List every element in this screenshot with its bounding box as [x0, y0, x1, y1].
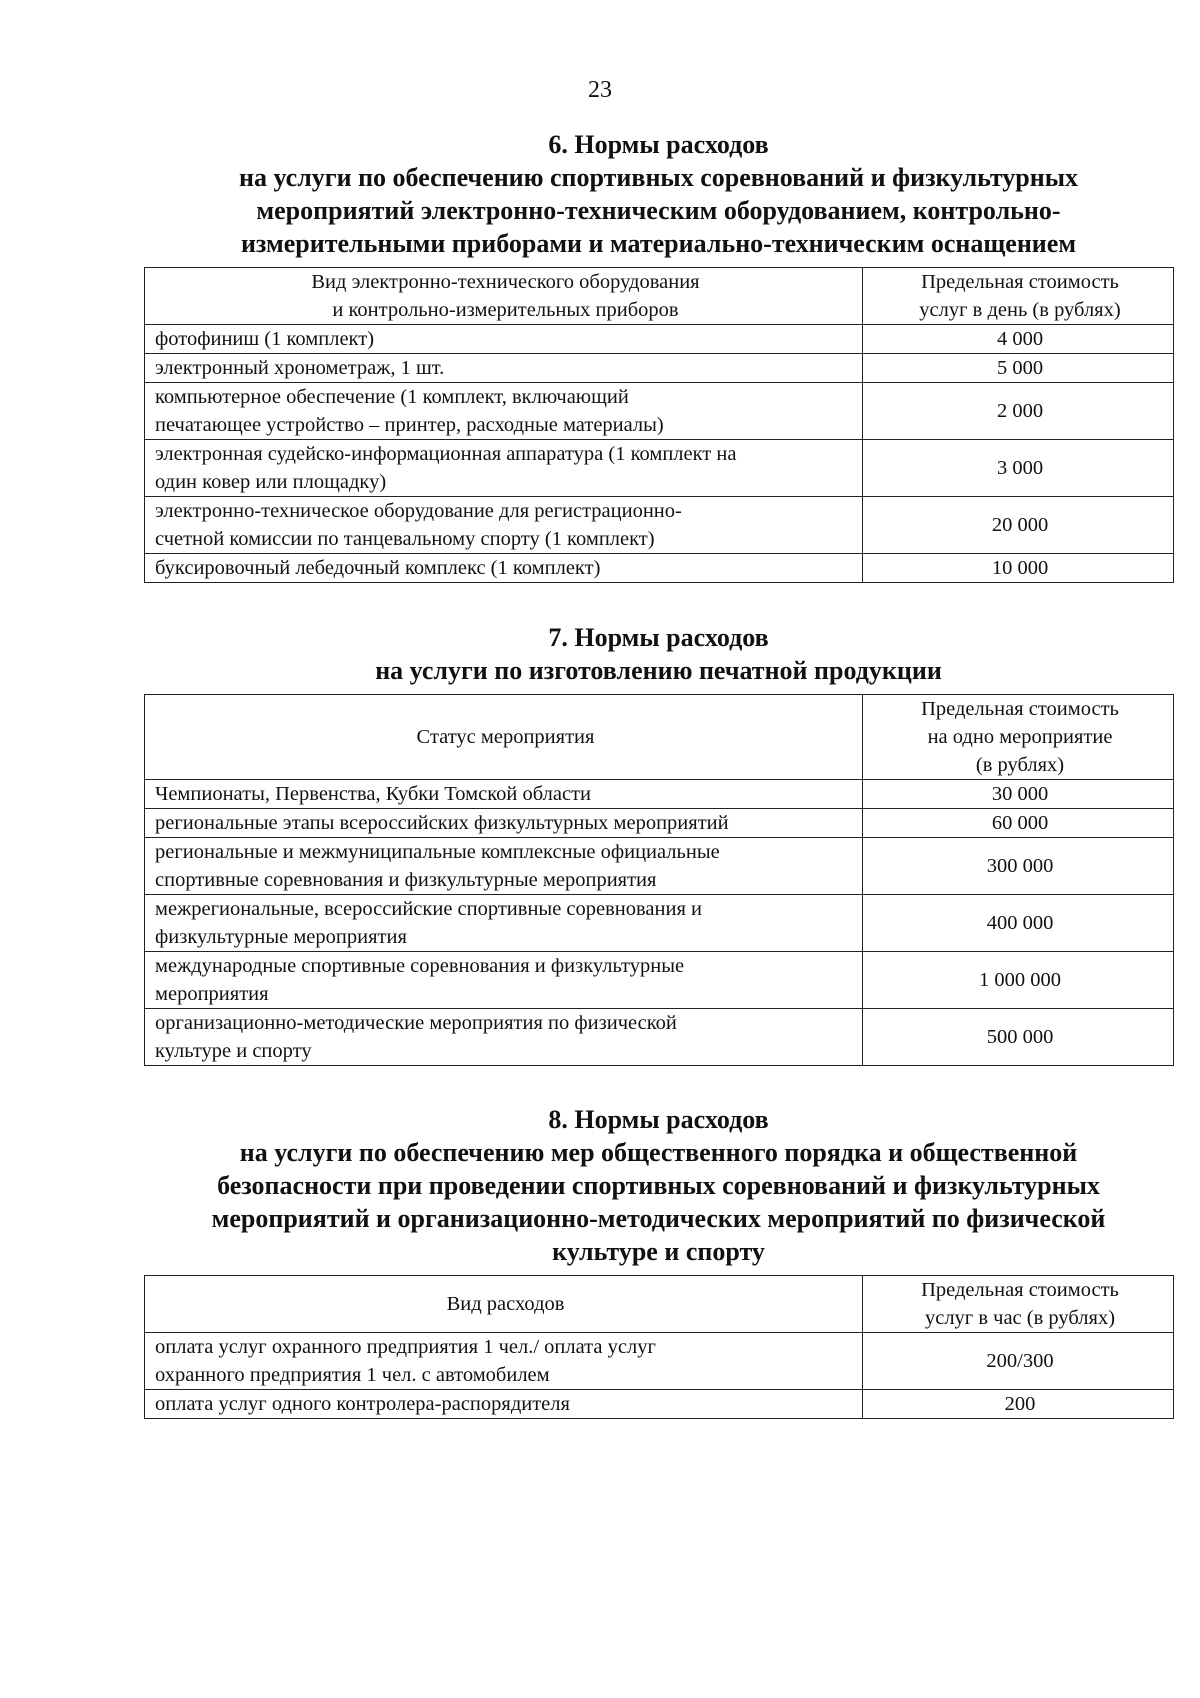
row-name-line: организационно-методические мероприятия по физической: [155, 1012, 677, 1034]
header-line: услуг в день (в рублях): [919, 299, 1121, 321]
row-name-cell: [145, 1009, 863, 1066]
row-value-cell: 3 000: [863, 440, 1174, 497]
row-name-cell: [145, 780, 863, 809]
row-name-cell: [145, 440, 863, 497]
row-value-cell: 30 000: [863, 780, 1174, 809]
section-8-table: [144, 1275, 1174, 1419]
header-line: на одно мероприятие: [927, 726, 1113, 748]
header-cell-expense-type: [145, 1276, 863, 1333]
row-name-line: оплата услуг охранного предприятия 1 чел./ оплата услуг: [155, 1336, 656, 1358]
row-name-line: спортивные соревнования и физкультурные мероприятия: [155, 869, 657, 891]
header-cell-cost: [863, 1276, 1174, 1333]
row-name-line: охранного предприятия 1 чел. с автомобилем: [155, 1364, 550, 1386]
row-name-line: электронно-техническое оборудование для регистрационно-: [155, 500, 682, 522]
row-name-line: печатающее устройство – принтер, расходные материалы): [155, 414, 664, 436]
row-name-line: один ковер или площадку): [155, 471, 387, 493]
table-row: [145, 838, 1174, 895]
table-row: [145, 325, 1174, 354]
table-row: [145, 809, 1174, 838]
row-name-line: региональные этапы всероссийских физкультурных мероприятий: [155, 812, 729, 834]
row-value-cell: 300 000: [863, 838, 1174, 895]
title-line: 8. Нормы расходов: [548, 1105, 769, 1134]
row-name-line: международные спортивные соревнования и физкультурные: [155, 955, 685, 977]
header-line: Предельная стоимость: [921, 698, 1119, 720]
table-header-row: [145, 268, 1174, 325]
row-name-cell: [145, 1390, 863, 1419]
row-name-line: межрегиональные, всероссийские спортивные соревнования и: [155, 898, 702, 920]
row-value-cell: 200/300: [863, 1333, 1174, 1390]
title-line: на услуги по обеспечению спортивных соревнований и физкультурных: [238, 163, 1079, 192]
row-name-cell: [145, 554, 863, 583]
header-line: (в рублях): [975, 754, 1065, 776]
row-value-cell: 4 000: [863, 325, 1174, 354]
row-name-cell: [145, 838, 863, 895]
row-name-cell: [145, 895, 863, 952]
row-name-cell: [145, 354, 863, 383]
title-line: измерительными приборами и материально-техническим оснащением: [240, 229, 1077, 258]
header-cell-cost: [863, 695, 1174, 780]
title-line: мероприятий и организационно-методических мероприятий по физической: [211, 1204, 1106, 1233]
row-value-cell: 60 000: [863, 809, 1174, 838]
row-name-cell: [145, 952, 863, 1009]
row-name-line: буксировочный лебедочный комплекс (1 комплект): [155, 557, 601, 579]
table-row: [145, 383, 1174, 440]
row-name-line: счетной комиссии по танцевальному спорту (1 комплект): [155, 528, 655, 550]
row-name-line: электронный хронометраж, 1 шт.: [155, 357, 445, 379]
table-row: [145, 780, 1174, 809]
table-row: [145, 1333, 1174, 1390]
title-line: безопасности при проведении спортивных соревнований и физкультурных: [217, 1171, 1100, 1200]
row-name-line: электронная судейско-информационная аппаратура (1 комплект на: [155, 443, 737, 465]
row-value-cell: 400 000: [863, 895, 1174, 952]
row-value-cell: 10 000: [863, 554, 1174, 583]
table-row: [145, 952, 1174, 1009]
section-7-table: [144, 694, 1174, 1066]
table-header-row: [145, 1276, 1174, 1333]
row-value-cell: 5 000: [863, 354, 1174, 383]
section-8: [144, 1103, 1173, 1419]
header-cell-equipment: [145, 268, 863, 325]
header-line: Вид расходов: [446, 1293, 565, 1315]
section-7-title: [144, 621, 1173, 687]
row-name-cell: [145, 809, 863, 838]
header-line: Предельная стоимость: [921, 1279, 1119, 1301]
section-8-title: [144, 1103, 1173, 1268]
table-row: [145, 440, 1174, 497]
header-cell-cost: [863, 268, 1174, 325]
title-line: мероприятий электронно-техническим оборудованием, контрольно-: [256, 196, 1061, 225]
header-line: и контрольно-измерительных приборов: [332, 299, 679, 321]
table-header-row: [145, 695, 1174, 780]
header-line: Статус мероприятия: [416, 726, 595, 748]
row-name-line: Чемпионаты, Первенства, Кубки Томской области: [155, 783, 592, 805]
table-row: [145, 354, 1174, 383]
table-row: [145, 497, 1174, 554]
table-row: [145, 1009, 1174, 1066]
row-name-line: мероприятия: [155, 983, 269, 1005]
row-name-cell: [145, 383, 863, 440]
table-row: [145, 1390, 1174, 1419]
row-name-cell: [145, 325, 863, 354]
section-6-table: [144, 267, 1174, 583]
table-row: [145, 554, 1174, 583]
header-cell-event-status: [145, 695, 863, 780]
header-line: Вид электронно-технического оборудования: [311, 271, 700, 293]
section-6: [144, 128, 1173, 583]
row-name-line: оплата услуг одного контролера-распорядителя: [155, 1393, 570, 1415]
row-value-cell: 2 000: [863, 383, 1174, 440]
title-line: на услуги по обеспечению мер общественного порядка и общественной: [239, 1138, 1078, 1167]
table-row: [145, 895, 1174, 952]
row-name-line: региональные и межмуниципальные комплексные официальные: [155, 841, 720, 863]
row-value-cell: 500 000: [863, 1009, 1174, 1066]
row-name-cell: [145, 1333, 863, 1390]
row-name-cell: [145, 497, 863, 554]
row-value-cell: 200: [863, 1390, 1174, 1419]
row-name-line: физкультурные мероприятия: [155, 926, 407, 948]
page-number: 23: [588, 77, 612, 103]
title-line: 7. Нормы расходов: [548, 623, 769, 652]
row-value-cell: 20 000: [863, 497, 1174, 554]
title-line: культуре и спорту: [552, 1237, 765, 1266]
header-line: Предельная стоимость: [921, 271, 1119, 293]
row-value-cell: 1 000 000: [863, 952, 1174, 1009]
row-name-line: культуре и спорту: [155, 1040, 312, 1062]
section-6-title: [144, 128, 1173, 260]
title-line: 6. Нормы расходов: [548, 130, 769, 159]
header-line: услуг в час (в рублях): [924, 1307, 1116, 1329]
section-7: [144, 621, 1173, 1066]
row-name-line: фотофиниш (1 комплект): [155, 328, 375, 350]
row-name-line: компьютерное обеспечение (1 комплект, включающий: [155, 386, 629, 408]
title-line: на услуги по изготовлению печатной продукции: [375, 656, 942, 685]
